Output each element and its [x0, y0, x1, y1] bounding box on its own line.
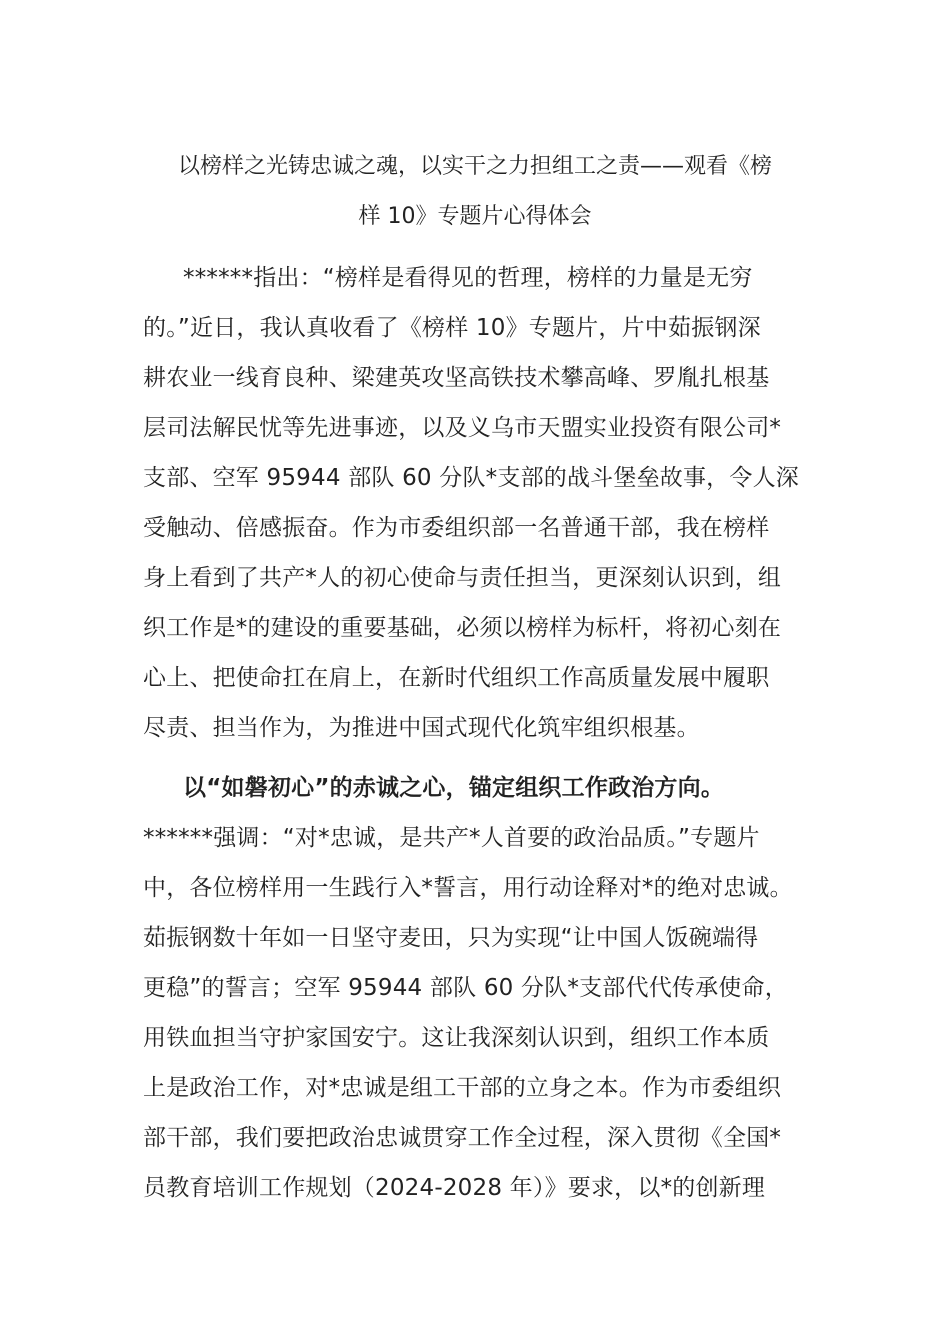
title-line: 样 10》专题片心得体会 [358, 204, 592, 229]
text-line: 耕农业一线育良种、梁建英攻坚高铁技术攀高峰、罗胤扎根基 [143, 365, 770, 391]
text-line: 员教育培训工作规划（2024-2028 年）》要求，以*的创新理 [143, 1175, 766, 1201]
text-line: ******强调：“对*忠诚，是共产*人首要的政治品质。”专题片 [143, 825, 760, 851]
section-heading: 以“如磐初心”的赤诚之心，锚定组织工作政治方向。 [183, 775, 725, 801]
text-line: 织工作是*的建设的重要基础，必须以榜样为标杆，将初心刻在 [143, 615, 782, 641]
paragraph-section-1 [143, 763, 813, 1213]
text-line: 尽责、担当作为，为推进中国式现代化筑牢组织根基。 [143, 715, 700, 741]
document-title [140, 142, 810, 242]
text-line: 心上、把使命扛在肩上，在新时代组织工作高质量发展中履职 [143, 665, 770, 691]
text-line: 中，各位榜样用一生践行入*誓言，用行动诠释对*的绝对忠诚。 [143, 875, 793, 901]
text-line: 用铁血担当守护家国安宁。这让我深刻认识到，组织工作本质 [143, 1025, 770, 1051]
text-line: 支部、空军 95944 部队 60 分队*支部的战斗堡垒故事，令人深 [143, 465, 799, 491]
text-line: 茹振钢数十年如一日坚守麦田，只为实现“让中国人饭碗端得 [143, 925, 759, 951]
text-line: 的。”近日，我认真收看了《榜样 10》专题片，片中茹振钢深 [143, 315, 761, 341]
text-line: 部干部，我们要把政治忠诚贯穿工作全过程，深入贯彻《全国* [143, 1125, 782, 1151]
text-line: 身上看到了共产*人的初心使命与责任担当，更深刻认识到，组 [143, 565, 782, 591]
text-line: 层司法解民忧等先进事迹，以及义乌市天盟实业投资有限公司* [143, 415, 782, 441]
title-line: 以榜样之光铸忠诚之魂，以实干之力担组工之责——观看《榜 [177, 154, 772, 179]
text-line: 受触动、倍感振奋。作为市委组织部一名普通干部，我在榜样 [143, 515, 770, 541]
text-line: 上是政治工作，对*忠诚是组工干部的立身之本。作为市委组织 [143, 1075, 782, 1101]
paragraph-intro [143, 253, 813, 753]
text-line: ******指出：“榜样是看得见的哲理，榜样的力量是无穷 [183, 265, 753, 291]
text-line: 更稳”的誓言；空军 95944 部队 60 分队*支部代代传承使命， [143, 975, 788, 1001]
